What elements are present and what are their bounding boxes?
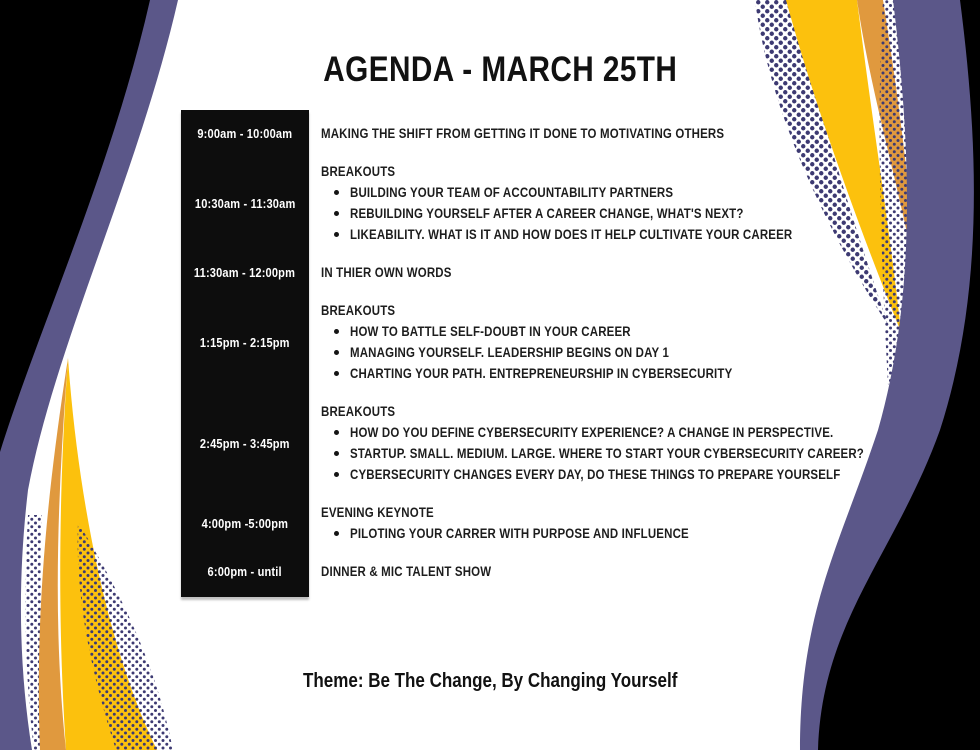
content-cell bbox=[309, 401, 955, 485]
bullet-dot-icon bbox=[334, 472, 339, 477]
time-cell bbox=[181, 126, 309, 141]
bullet-dot-icon bbox=[334, 350, 339, 355]
bullet-dot-icon bbox=[334, 430, 339, 435]
page-title bbox=[180, 50, 820, 90]
schedule-row bbox=[181, 300, 841, 384]
session-heading-line bbox=[321, 161, 870, 182]
bullet-dot-icon bbox=[334, 371, 339, 376]
time-cell bbox=[181, 265, 309, 280]
bullet-item bbox=[321, 321, 800, 342]
session-heading: IN THIER OWN WORDS bbox=[321, 265, 452, 280]
schedule-row bbox=[181, 502, 841, 544]
schedule-rows bbox=[181, 110, 864, 599]
bullet-dot-icon bbox=[334, 190, 339, 195]
schedule-row bbox=[181, 161, 841, 245]
time-label: 4:00pm -5:00pm bbox=[201, 515, 289, 531]
time-label: 6:00pm - until bbox=[207, 564, 283, 579]
session-heading-line bbox=[321, 401, 955, 422]
left-black-corner bbox=[0, 0, 150, 452]
time-cell bbox=[181, 516, 309, 531]
bullet-text: BUILDING YOUR TEAM OF ACCOUNTABILITY PARTNERS bbox=[350, 185, 674, 200]
time-label: 9:00am - 10:00am bbox=[197, 126, 293, 141]
bullet-text: LIKEABILITY. WHAT IS IT AND HOW DOES IT HELP CULTIVATE YOUR CAREER bbox=[350, 227, 793, 242]
content-cell bbox=[309, 502, 749, 544]
session-heading: EVENING KEYNOTE bbox=[321, 505, 434, 520]
session-heading: DINNER & MIC TALENT SHOW bbox=[321, 564, 492, 579]
schedule-row bbox=[181, 123, 841, 144]
page-title-text: AGENDA - MARCH 25TH bbox=[322, 50, 678, 89]
time-cell bbox=[181, 564, 309, 579]
bullet-list bbox=[321, 321, 800, 384]
bullet-list bbox=[321, 182, 870, 245]
schedule-row bbox=[181, 401, 864, 485]
session-heading: BREAKOUTS bbox=[321, 303, 396, 318]
bullet-text: HOW DO YOU DEFINE CYBERSECURITY EXPERIENCE? A CHANGE IN PERSPECTIVE. bbox=[350, 425, 834, 440]
bullet-item bbox=[321, 224, 870, 245]
session-heading-line bbox=[321, 561, 521, 582]
schedule-row bbox=[181, 561, 841, 582]
time-cell bbox=[181, 436, 309, 451]
bullet-item bbox=[321, 464, 955, 485]
bullet-text: PILOTING YOUR CARRER WITH PURPOSE AND INFLUENCE bbox=[350, 526, 689, 541]
session-heading-line bbox=[321, 300, 800, 321]
bullet-item bbox=[321, 363, 800, 384]
time-label: 2:45pm - 3:45pm bbox=[200, 435, 290, 451]
theme-text-inner: Theme: Be The Change, By Changing Yourself bbox=[302, 670, 678, 692]
session-heading-line bbox=[321, 262, 475, 283]
content-cell bbox=[309, 561, 521, 582]
session-heading: MAKING THE SHIFT FROM GETTING IT DONE TO MOTIVATING OTHERS bbox=[321, 126, 725, 141]
content-cell bbox=[309, 123, 795, 144]
bullet-text: MANAGING YOURSELF. LEADERSHIP BEGINS ON DAY 1 bbox=[350, 345, 670, 360]
bullet-list bbox=[321, 422, 955, 485]
content-cell bbox=[309, 300, 800, 384]
session-heading-line bbox=[321, 123, 795, 144]
content-cell bbox=[309, 161, 870, 245]
bullet-dot-icon bbox=[334, 329, 339, 334]
time-label: 10:30am - 11:30am bbox=[194, 195, 296, 211]
bullet-dot-icon bbox=[334, 232, 339, 237]
time-cell bbox=[181, 335, 309, 350]
bullet-item bbox=[321, 523, 749, 544]
bullet-item bbox=[321, 342, 800, 363]
session-heading-line bbox=[321, 502, 749, 523]
theme-text bbox=[0, 670, 980, 693]
bullet-dot-icon bbox=[334, 531, 339, 536]
bullet-item bbox=[321, 182, 870, 203]
bullet-text: CYBERSECURITY CHANGES EVERY DAY, DO THESE THINGS TO PREPARE YOURSELF bbox=[350, 467, 841, 482]
schedule-row bbox=[181, 262, 841, 283]
bullet-dot-icon bbox=[334, 211, 339, 216]
bullet-item bbox=[321, 443, 955, 464]
time-cell bbox=[181, 196, 309, 211]
session-heading: BREAKOUTS bbox=[321, 404, 396, 419]
bullet-item bbox=[321, 203, 870, 224]
bullet-text: HOW TO BATTLE SELF-DOUBT IN YOUR CAREER bbox=[350, 324, 631, 339]
time-label: 1:15pm - 2:15pm bbox=[200, 334, 290, 350]
bullet-list bbox=[321, 523, 749, 544]
bullet-text: STARTUP. SMALL. MEDIUM. LARGE. WHERE TO START YOUR CYBERSECURITY CAREER? bbox=[350, 446, 864, 461]
bullet-item bbox=[321, 422, 955, 443]
bullet-dot-icon bbox=[334, 451, 339, 456]
bullet-text: REBUILDING YOURSELF AFTER A CAREER CHANGE, WHAT'S NEXT? bbox=[350, 206, 744, 221]
session-heading: BREAKOUTS bbox=[321, 164, 396, 179]
content-cell bbox=[309, 262, 475, 283]
time-label: 11:30am - 12:00pm bbox=[194, 265, 296, 280]
bullet-text: CHARTING YOUR PATH. ENTREPRENEURSHIP IN CYBERSECURITY bbox=[350, 366, 733, 381]
